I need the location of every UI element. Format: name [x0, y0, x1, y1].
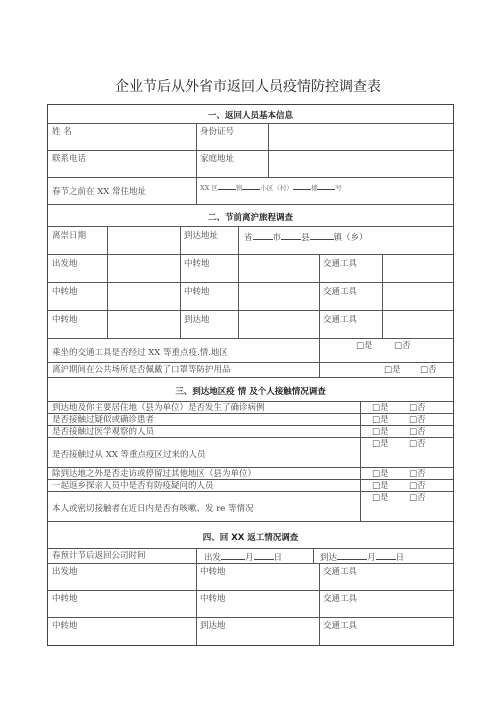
no-checkbox[interactable]: □否 [409, 469, 426, 479]
phone-label: 联系电话 [52, 154, 87, 164]
transport-label: 交通工具 [323, 315, 358, 325]
row-return-time [48, 549, 453, 564]
question-row [48, 363, 453, 378]
arrive-address-blanks: 省 市 县 镇（乡） [244, 233, 368, 243]
travel-row [48, 283, 453, 311]
transfer-label: 中转地 [52, 594, 78, 604]
form-title: 企业节后从外省市返回人员疫情防控调查表 [115, 79, 381, 95]
transport-label: 交通工具 [323, 594, 358, 604]
question-text: 是否接触过医学观察的人员 [52, 427, 155, 437]
transfer-label: 中转地 [52, 621, 78, 631]
no-checkbox[interactable]: □否 [409, 439, 426, 449]
transport-label: 交通工具 [323, 621, 358, 631]
question-row [48, 480, 453, 492]
question-row [48, 402, 453, 414]
section-2-header [48, 205, 453, 227]
no-checkbox[interactable]: □否 [409, 403, 426, 413]
arrive-address-label: 到达地址 [184, 231, 219, 241]
question-text: 乘坐的交通工具是否经过 XX 等重点疫.情.地区 [52, 348, 228, 358]
question-row [48, 339, 453, 363]
transport-label: 交通工具 [323, 259, 358, 269]
row-name-id [48, 124, 453, 151]
travel-row [48, 311, 453, 339]
travel-row [48, 255, 453, 283]
question-row [48, 426, 453, 438]
section-2-title: 二、节前离沪旅程调查 [207, 213, 293, 223]
question-text: 一起返乡探亲人员中是否有防疫疑问的人员 [52, 481, 214, 491]
no-checkbox[interactable]: □否 [409, 427, 426, 437]
row-residence [48, 178, 453, 205]
no-checkbox[interactable]: □否 [394, 341, 411, 351]
home-address-label: 家庭地址 [200, 154, 235, 164]
transfer-label: 中转地 [184, 259, 210, 269]
transfer-label: 中转地 [52, 315, 78, 325]
depart-date-blanks: 出发 月 日 [204, 553, 283, 563]
row-depart-date [48, 227, 453, 255]
no-checkbox[interactable]: □否 [409, 481, 426, 491]
section-1-header [48, 105, 453, 124]
arrive-date-blanks: 到达 月 日 [320, 553, 405, 563]
residence-label: 春节之前在 XX 常住地址 [52, 187, 147, 197]
yes-checkbox[interactable]: □是 [356, 341, 373, 351]
question-text: 是否接触过从 XX 等重点疫区过来的人员 [52, 450, 206, 460]
question-text: 本人或密切接触者在近日内是否有咳嗽、发 re 等情况 [52, 504, 254, 514]
return-time-label: 春预计节后返回公司时间 [52, 551, 146, 561]
destination-label: 到达地 [200, 621, 226, 631]
question-row [48, 414, 453, 426]
yes-checkbox[interactable]: □是 [372, 403, 389, 413]
survey-form [47, 104, 454, 646]
yes-checkbox[interactable]: □是 [384, 365, 401, 375]
yes-checkbox[interactable]: □是 [372, 493, 389, 503]
id-number-label: 身份证号 [200, 127, 235, 137]
destination-label: 到达地 [184, 315, 210, 325]
transfer-label: 中转地 [184, 287, 210, 297]
yes-checkbox[interactable]: □是 [372, 481, 389, 491]
origin-label: 出发地 [52, 567, 78, 577]
section-4-title: 四、回 XX 返工情况调查 [202, 533, 299, 543]
section-3-title: 三、到达地区疫 情 及个人接触情况调查 [175, 387, 326, 397]
section-1-title: 一、返回人员基本信息 [207, 111, 293, 121]
yes-checkbox[interactable]: □是 [372, 469, 389, 479]
transfer-label: 中转地 [52, 287, 78, 297]
question-text: 除到达地之外是否走访或停留过其他地区（县为单位） [52, 469, 257, 479]
transfer-label: 中转地 [200, 567, 226, 577]
origin-label: 出发地 [52, 259, 78, 269]
row-phone-home [48, 151, 453, 178]
no-checkbox[interactable]: □否 [409, 415, 426, 425]
transport-label: 交通工具 [323, 287, 358, 297]
yes-checkbox[interactable]: □是 [372, 415, 389, 425]
no-checkbox[interactable]: □否 [420, 365, 437, 375]
question-row [48, 492, 453, 522]
depart-date-label: 离崇日期 [52, 231, 87, 241]
yes-checkbox[interactable]: □是 [372, 427, 389, 437]
return-travel-row [48, 591, 453, 618]
question-text: 到达地及你主要居住地（县为单位）是否发生了确诊病例 [52, 403, 265, 413]
return-travel-row [48, 564, 453, 591]
question-row [48, 438, 453, 468]
residence-address-blanks: XX 区 镇 小区（村） 楼 号 [200, 181, 342, 193]
transport-label: 交通工具 [323, 567, 358, 577]
section-4-header [48, 522, 453, 549]
question-text: 离沪期间在公共场所是否佩戴了口罩等防护用品 [52, 365, 231, 375]
section-3-header [48, 378, 453, 402]
name-label: 姓 名 [52, 127, 72, 137]
no-checkbox[interactable]: □否 [409, 493, 426, 503]
return-travel-row [48, 618, 453, 645]
question-row [48, 468, 453, 480]
yes-checkbox[interactable]: □是 [372, 439, 389, 449]
transfer-label: 中转地 [200, 594, 226, 604]
question-text: 是否接触过疑似或确诊患者 [52, 415, 155, 425]
